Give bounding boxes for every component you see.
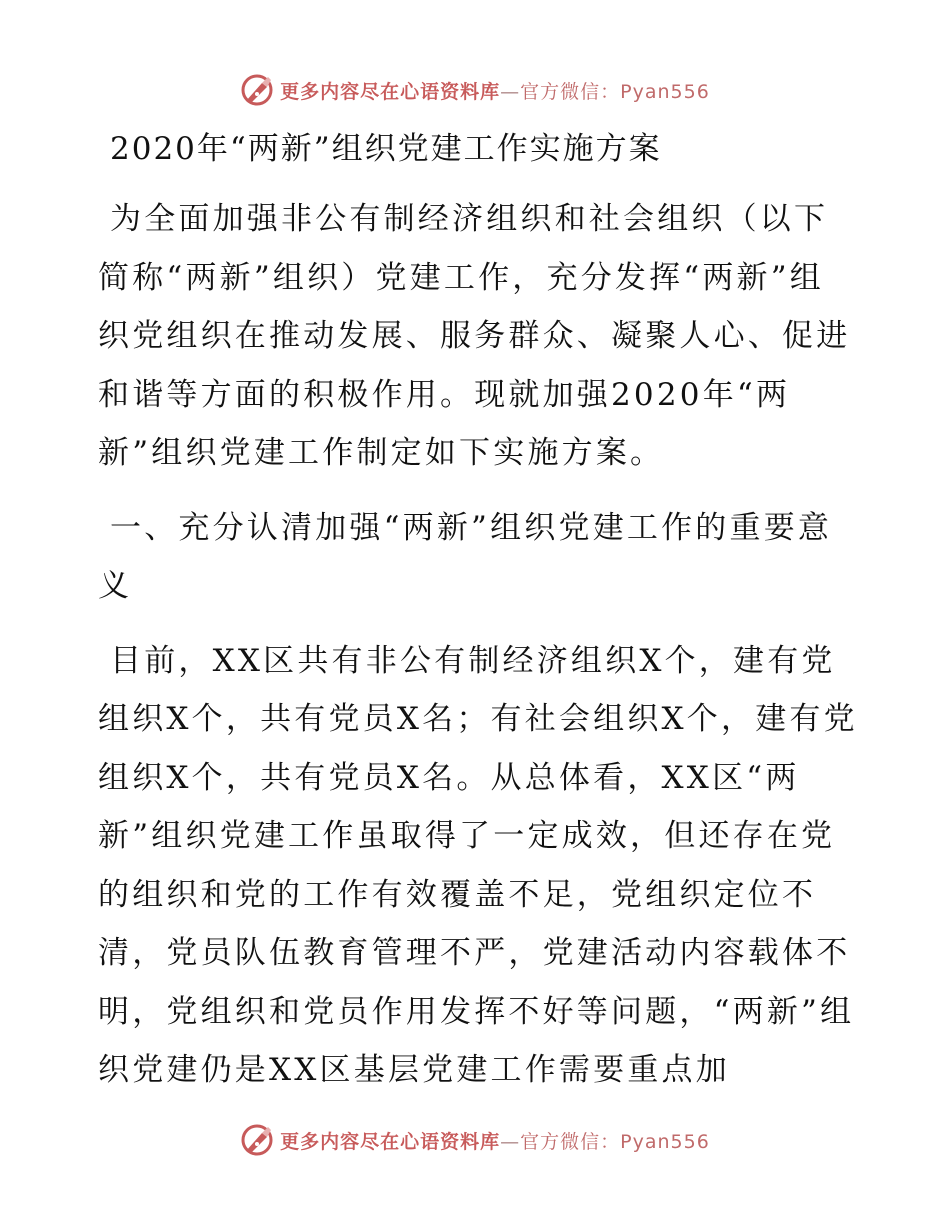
watermark-footer [0, 1120, 950, 1160]
watermark-separator: — [500, 80, 521, 103]
watermark-sub: 官方微信：Pyan556 [520, 1130, 710, 1153]
document-body [98, 120, 858, 1116]
section-heading-1: 一、充分认清加强“两新”组织党建工作的重要意义 [98, 509, 833, 604]
watermark-main: 更多内容尽在心语资料库 [280, 80, 501, 103]
watermark-text [280, 1127, 710, 1154]
watermark-header [0, 70, 950, 110]
paragraph-current-status: 目前，XX区共有非公有制经济组织X个，建有党组织X个，共有党员X名；有社会组织X个，建有党组织X个，共有党员X名。从总体看，XX区“两新”组织党建工作虽取得了一定成效，但还存在党的组织和党的工作有效覆盖不足，党组织定位不清，党员队伍教育管理不严，党建活动内容载体不明，党组织和党员作用发挥不好等问题，“两新”组织党建仍是XX区基层党建工作需要重点加 [98, 642, 858, 1088]
watermark-separator: — [500, 1130, 521, 1153]
document-title: 2020年“两新”组织党建工作实施方案 [110, 131, 662, 167]
watermark-main: 更多内容尽在心语资料库 [280, 1130, 501, 1153]
watermark-text [280, 77, 710, 104]
pen-nib-logo-icon [240, 73, 274, 107]
watermark-sub: 官方微信：Pyan556 [520, 80, 710, 103]
pen-nib-logo-icon [240, 1123, 274, 1157]
paragraph-intro: 为全面加强非公有制经济组织和社会组织（以下简称“两新”组织）党建工作，充分发挥“两新”组织党组织在推动发展、服务群众、凝聚人心、促进和谐等方面的积极作用。现就加强2020年“两新”组织党建工作制定如下实施方案。 [98, 201, 851, 471]
